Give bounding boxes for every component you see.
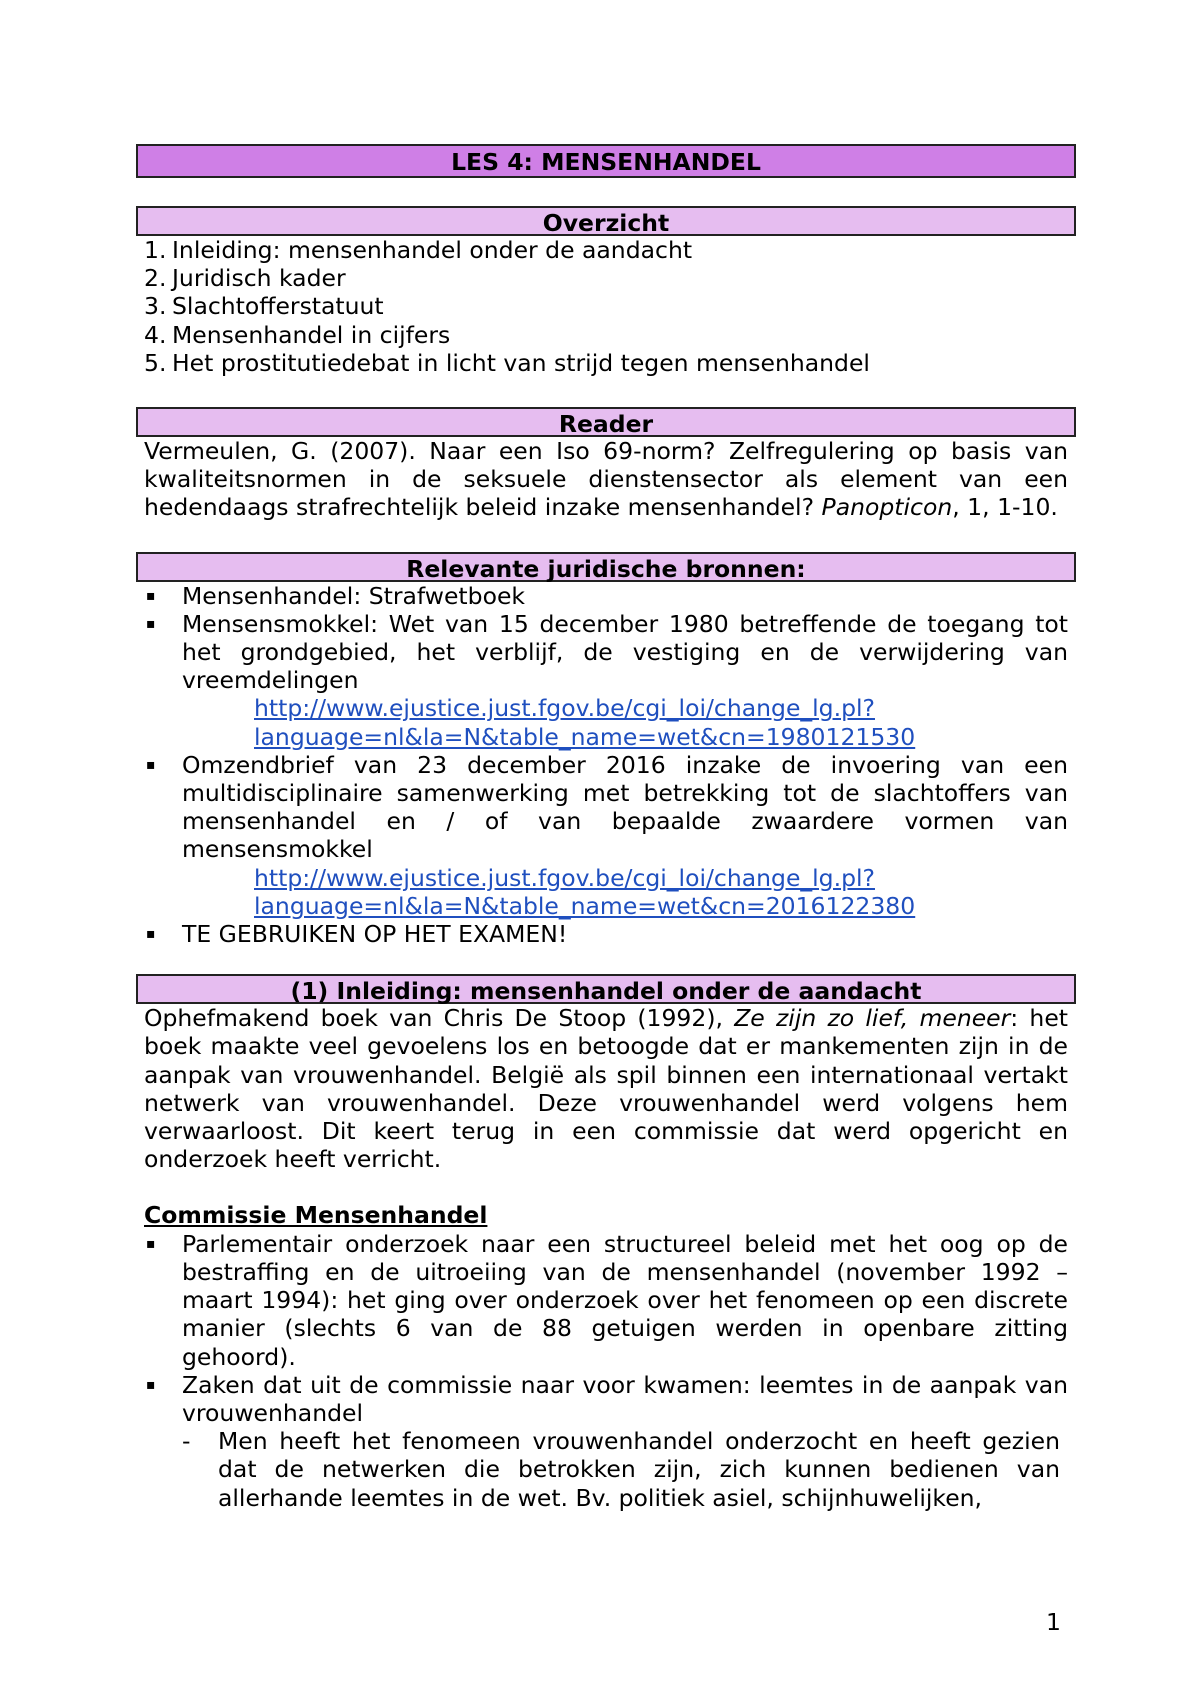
bronnen-list: [136, 582, 1076, 949]
list-item: ▪ TE GEBRUIKEN OP HET EXAMEN!: [136, 920, 1076, 948]
commissie-list: [136, 1230, 1076, 1512]
list-item: 3. Slachtofferstatuut: [144, 292, 384, 321]
list-item: ▪ Mensensmokkel: Wet van 15 december 1980 betreffende de toegang tot het grondgebied, het verblijf, de vestiging en de verwijdering van vreemdelingen http://www.ejustice.just.fgov.be/cgi_loi/change_lg.pl? language=nl&la=N&table_name=wet&cn=1980121530: [136, 610, 1076, 751]
overzicht-heading: Overzicht: [136, 206, 1076, 236]
reader-heading: Reader: [136, 407, 1076, 437]
bullet-icon: ▪: [146, 587, 156, 604]
overzicht-list: [136, 236, 1076, 377]
reader-citation: Vermeulen, G. (2007). Naar een Iso 69-norm? Zelfregulering op basis van kwaliteitsnormen in de seksuele dienstensector als element van een hedendaags strafrechtelijk beleid inzake mensenhandel? Panopticon, 1, 1-10.: [144, 437, 1068, 522]
list-item: ▪ Zaken dat uit de commissie naar voor kwamen: leemtes in de aanpak van vrouwenhandel - Men heeft het fenomeen vrouwenhandel onderzocht en heeft gezien dat de netwerken die betrokken zijn, zich kunnen bedienen van allerhande leemtes in de wet. Bv. politiek asiel, schijnhuwelijken,: [136, 1371, 1076, 1512]
list-item: 2. Juridisch kader: [144, 264, 346, 293]
list-item: 1. Inleiding: mensenhandel onder de aandacht: [144, 236, 693, 264]
bullet-icon: ▪: [146, 926, 156, 943]
ejustice-link-1980[interactable]: http://www.ejustice.just.fgov.be/cgi_loi/change_lg.pl? language=nl&la=N&table_name=wet&cn=1980121530: [254, 694, 916, 751]
ejustice-link-2016[interactable]: http://www.ejustice.just.fgov.be/cgi_loi/change_lg.pl? language=nl&la=N&table_name=wet&cn=2016122380: [254, 863, 916, 920]
inleiding-heading: (1) Inleiding: mensenhandel onder de aandacht: [136, 974, 1076, 1004]
bullet-icon: ▪: [146, 756, 156, 773]
page-number: 1: [1046, 1608, 1061, 1636]
list-item: 4. Mensenhandel in cijfers: [144, 320, 451, 349]
list-item: ▪ Parlementair onderzoek naar een structureel beleid met het oog op de bestraffing en de uitroeiing van de mensenhandel (november 1992 – maart 1994): het ging over onderzoek over het fenomeen op een discrete manier (slechts 6 van de 88 getuigen werden in openbare zitting gehoord).: [136, 1230, 1076, 1371]
lesson-title: LES 4: MENSENHANDEL: [136, 144, 1076, 178]
bronnen-heading: Relevante juridische bronnen:: [136, 552, 1076, 582]
dash-mark: -: [182, 1427, 191, 1456]
commissie-heading: Commissie Mensenhandel: [144, 1201, 488, 1230]
bullet-icon: ▪: [146, 615, 156, 632]
dash-item: - Men heeft het fenomeen vrouwenhandel onderzocht en heeft gezien dat de netwerken die betrokken zijn, zich kunnen bedienen van allerhande leemtes in de wet. Bv. politiek asiel, schijnhuwelijken,: [182, 1427, 1060, 1512]
page-content: [136, 144, 1076, 1512]
inleiding-paragraph: Ophefmakend boek van Chris De Stoop (1992), Ze zijn zo lief, meneer: het boek maakte veel gevoelens los en betoogde dat er mankementen zijn in de aanpak van vrouwenhandel. België als spil binnen een internationaal vertakt netwerk van vrouwenhandel. Deze vrouwenhandel werd volgens hem verwaarloost. Dit keert terug in een commissie dat werd opgericht en onderzoek heeft verricht.: [144, 1004, 1068, 1174]
list-item: ▪ Omzendbrief van 23 december 2016 inzake de invoering van een multidisciplinaire samenwerking met betrekking tot de slachtoffers van mensenhandel en / of van bepaalde zwaardere vormen van mensensmokkel http://www.ejustice.just.fgov.be/cgi_loi/change_lg.pl? language=nl&la=N&table_name=wet&cn=2016122380: [136, 751, 1076, 920]
bullet-icon: ▪: [146, 1235, 156, 1252]
list-item: 5. Het prostitutiedebat in licht van strijd tegen mensenhandel: [144, 348, 870, 377]
bullet-icon: ▪: [146, 1376, 156, 1393]
list-item: ▪ Mensenhandel: Strafwetboek: [136, 582, 1076, 610]
